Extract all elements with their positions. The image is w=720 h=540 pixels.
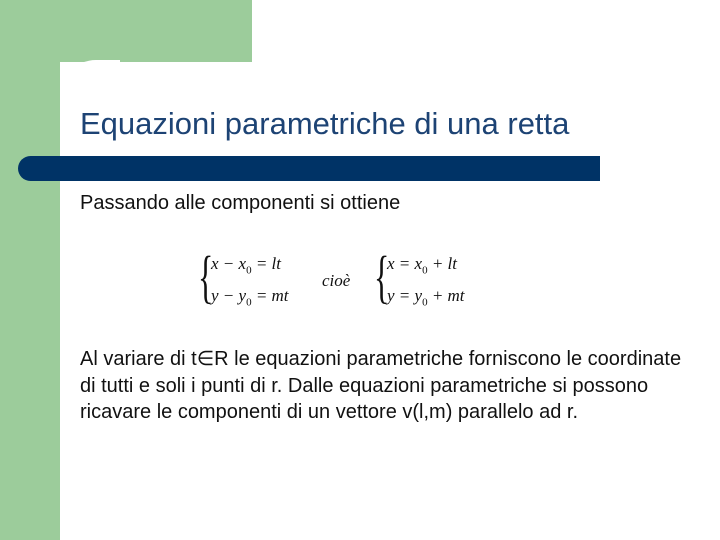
decorative-green-band-left [0, 0, 60, 540]
equation-1-2: $y - y_0$ = mt [211, 286, 289, 309]
element-of-symbol: ∈ [196, 348, 215, 370]
title-divider-bar [18, 156, 600, 181]
equation-1-1: $x - x_0$ = lt [211, 254, 281, 277]
equation-2-1: $x = x_0$ + lt [387, 254, 457, 277]
connector-word: cioè [322, 271, 351, 290]
intro-text: Passando alle componenti si ottiene [80, 192, 401, 214]
left-brace-system-1: { [198, 244, 214, 309]
body-text-part-1: Al variare di t [80, 348, 197, 370]
equation-2-2: $y = y_0$ + mt [387, 286, 465, 309]
equation-systems [198, 244, 498, 314]
body-paragraph [80, 346, 690, 426]
slide-title: Equazioni parametriche di una retta [80, 106, 570, 141]
left-brace-system-2: { [374, 244, 390, 309]
body-text-part-2: R le equazioni parametriche forniscono le coordinate di tutti e soli i punti di r. Dalle equazioni parametriche si possono ricavare le componenti di un vettore v(l,m) parallelo ad r. [80, 348, 682, 423]
